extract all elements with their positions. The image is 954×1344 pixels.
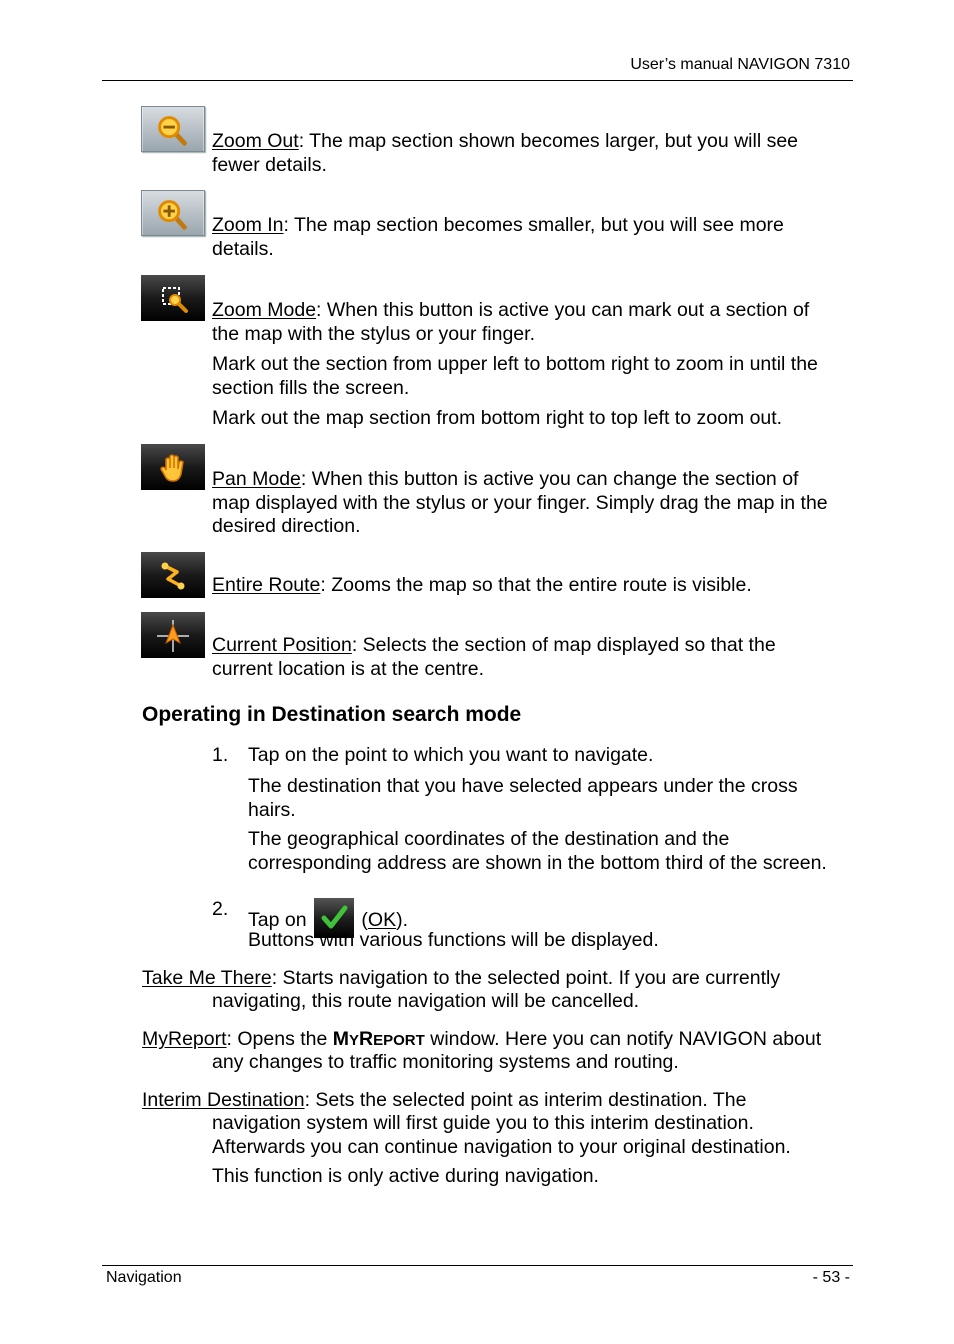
ok-link[interactable]: OK xyxy=(367,909,397,931)
zoom-out-icon xyxy=(141,106,205,152)
myreport-window-name: MYREPORT xyxy=(332,1028,425,1050)
zoom-mode-paragraph-2: Mark out the section from upper left to bottom right to zoom in until the section fills the screen. xyxy=(212,353,818,399)
header-rule xyxy=(102,80,853,81)
step-1-text: Tap on the point to which you want to navigate. xyxy=(248,744,654,766)
step-2-text: Tap on (OK). xyxy=(248,898,408,938)
running-header: User’s manual NAVIGON 7310 xyxy=(630,56,850,73)
pan-mode-hand-icon xyxy=(141,444,205,490)
take-me-there-link[interactable]: Take Me There xyxy=(142,967,272,989)
entire-route-description: Entire Route: Zooms the map so that the entire route is visible. xyxy=(212,574,752,596)
zoom-out-link[interactable]: Zoom Out xyxy=(212,130,299,152)
pan-mode-description: Pan Mode: When this button is active you can change the section of map displayed with the stylus or your finger. Simply drag the map in the desired direction. xyxy=(212,468,828,537)
entire-route-link[interactable]: Entire Route xyxy=(212,574,321,596)
zoom-mode-paragraph-3: Mark out the map section from bottom right to top left to zoom out. xyxy=(212,407,783,429)
step-2-number: 2. xyxy=(212,898,229,920)
footer-section: Navigation xyxy=(106,1269,182,1286)
take-me-there-description: Take Me There: Starts navigation to the selected point. If you are currently xyxy=(142,967,781,989)
section-heading: Operating in Destination search mode xyxy=(142,703,522,726)
step-2-paragraph-2: Buttons with various functions will be displayed. xyxy=(248,929,659,951)
interim-destination-paragraph-2: This function is only active during navigation. xyxy=(212,1165,599,1187)
myreport-link[interactable]: MyReport xyxy=(142,1028,227,1050)
current-position-link[interactable]: Current Position xyxy=(212,634,352,656)
myreport-line-2: any changes to traffic monitoring systems and routing. xyxy=(212,1051,679,1073)
zoom-mode-description: Zoom Mode: When this button is active you can mark out a section of the map with the stylus or your finger. xyxy=(212,299,810,345)
interim-destination-description: Interim Destination: Sets the selected point as interim destination. The xyxy=(142,1089,747,1111)
zoom-mode-icon xyxy=(141,275,205,321)
step-1-number: 1. xyxy=(212,744,229,766)
current-position-description: Current Position: Selects the section of map displayed so that the current location is at the centre. xyxy=(212,634,776,680)
interim-destination-link[interactable]: Interim Destination xyxy=(142,1089,305,1111)
myreport-description: MyReport: Opens the MYREPORT window. Here you can notify NAVIGON about xyxy=(142,1028,822,1050)
step-1-paragraph-3: The geographical coordinates of the destination and the corresponding address are shown in the bottom third of the screen. xyxy=(248,828,827,874)
step-1-paragraph-2: The destination that you have selected appears under the cross hairs. xyxy=(248,775,798,821)
zoom-in-description: Zoom In: The map section becomes smaller, but you will see more details. xyxy=(212,214,784,260)
zoom-mode-link[interactable]: Zoom Mode xyxy=(212,299,317,321)
footer-rule xyxy=(102,1265,853,1266)
interim-destination-lines: navigation system will first guide you to this interim destination. Afterwards you can continue navigation to your original destination. xyxy=(212,1112,791,1158)
pan-mode-link[interactable]: Pan Mode xyxy=(212,468,301,490)
zoom-out-description: Zoom Out: The map section shown becomes larger, but you will see fewer details. xyxy=(212,130,799,176)
page-number: - 53 - xyxy=(812,1269,850,1286)
zoom-in-icon xyxy=(141,190,205,236)
take-me-there-line-2: navigating, this route navigation will be cancelled. xyxy=(212,990,640,1012)
current-position-icon xyxy=(141,612,205,658)
entire-route-icon xyxy=(141,552,205,598)
zoom-in-link[interactable]: Zoom In xyxy=(212,214,284,236)
